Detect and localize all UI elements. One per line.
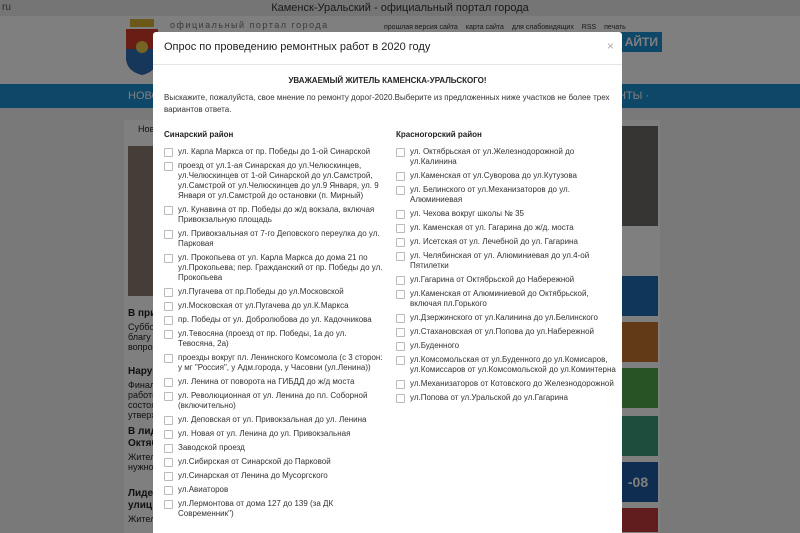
survey-option[interactable] bbox=[164, 161, 384, 201]
option-checkbox[interactable] bbox=[396, 186, 405, 195]
option-checkbox[interactable] bbox=[396, 328, 405, 337]
option-checkbox[interactable] bbox=[164, 416, 173, 425]
option-label[interactable]: ул.Дзержинского от ул.Калинина до ул.Белинского bbox=[410, 313, 598, 322]
survey-option[interactable] bbox=[396, 209, 616, 219]
survey-option[interactable] bbox=[396, 147, 616, 167]
survey-option[interactable] bbox=[164, 485, 384, 495]
survey-option[interactable] bbox=[164, 429, 384, 439]
option-label[interactable]: ул. Революционная от ул. Ленина до пл. Соборной (включительно) bbox=[178, 391, 368, 410]
option-checkbox[interactable] bbox=[396, 252, 405, 261]
option-checkbox[interactable] bbox=[396, 356, 405, 365]
survey-option[interactable] bbox=[396, 393, 616, 403]
option-checkbox[interactable] bbox=[396, 394, 405, 403]
modal-title: Опрос по проведению ремонтных работ в 2020 году bbox=[164, 41, 431, 53]
survey-option[interactable] bbox=[164, 329, 384, 349]
survey-option[interactable] bbox=[164, 471, 384, 481]
option-checkbox[interactable] bbox=[164, 230, 173, 239]
option-checkbox[interactable] bbox=[164, 430, 173, 439]
survey-option[interactable] bbox=[164, 315, 384, 325]
survey-option[interactable] bbox=[396, 171, 616, 181]
district-column-sinarsky bbox=[164, 130, 384, 523]
option-label[interactable]: ул. Ленина от поворота на ГИБДД до ж/д моста bbox=[178, 377, 355, 386]
option-label[interactable]: ул.Комсомольская от ул.Буденного до ул.Комисаров, ул.Комиссаров от ул.Комсомольской до ул.Коминтерна bbox=[410, 355, 616, 374]
survey-option[interactable] bbox=[396, 275, 616, 285]
option-checkbox[interactable] bbox=[164, 330, 173, 339]
option-checkbox[interactable] bbox=[396, 210, 405, 219]
survey-option[interactable] bbox=[396, 355, 616, 375]
option-checkbox[interactable] bbox=[164, 206, 173, 215]
survey-option[interactable] bbox=[164, 391, 384, 411]
option-checkbox[interactable] bbox=[164, 500, 173, 509]
option-label[interactable]: ул.Стахановская от ул.Попова до ул.Набережной bbox=[410, 327, 594, 336]
option-checkbox[interactable] bbox=[396, 342, 405, 351]
district-title: Красногорский район bbox=[396, 130, 482, 139]
option-label[interactable]: ул. Исетская от ул. Лечебной до ул. Гагарина bbox=[410, 237, 578, 246]
option-checkbox[interactable] bbox=[164, 472, 173, 481]
survey-option[interactable] bbox=[164, 457, 384, 467]
option-label[interactable]: ул. Кунавина от пр. Победы до ж/д вокзала, включая Привокзальную площадь bbox=[178, 205, 375, 224]
survey-option[interactable] bbox=[164, 443, 384, 453]
district-column-krasnogorsky bbox=[396, 130, 616, 407]
survey-option[interactable] bbox=[396, 313, 616, 323]
option-label[interactable]: ул.Механизаторов от Котовского до Железнодорожной bbox=[410, 379, 614, 388]
option-checkbox[interactable] bbox=[164, 302, 173, 311]
option-checkbox[interactable] bbox=[164, 288, 173, 297]
option-label[interactable]: ул.Тевосяна (проезд от пр. Победы, 1а до ул. Тевосяна, 2а) bbox=[178, 329, 347, 348]
survey-option[interactable] bbox=[164, 415, 384, 425]
survey-option[interactable] bbox=[164, 147, 384, 157]
option-label[interactable]: ул.Гагарина от Октябрьской до Набережной bbox=[410, 275, 575, 284]
option-checkbox[interactable] bbox=[396, 224, 405, 233]
option-label[interactable]: ул.Попова от ул.Уральской до ул.Гагарина bbox=[410, 393, 568, 402]
option-label[interactable]: Заводской проезд bbox=[178, 443, 245, 452]
survey-option[interactable] bbox=[164, 229, 384, 249]
option-label[interactable]: ул.Московская от ул.Пугачева до ул.К.Маркса bbox=[178, 301, 349, 310]
modal-header bbox=[153, 32, 622, 65]
option-checkbox[interactable] bbox=[164, 316, 173, 325]
option-label[interactable]: ул. Карла Маркса от пр. Победы до 1-ой Синарской bbox=[178, 147, 371, 156]
option-label[interactable]: ул. Каменская от ул. Гагарина до ж/д. моста bbox=[410, 223, 574, 232]
intro-text: Выскажите, пожалуйста, свое мнение по ремонту дорог-2020.Выберите из предложенных ниже участков не более трех вариантов ответа. bbox=[164, 93, 610, 114]
option-label[interactable]: ул.Синарская от Ленина до Мусоргского bbox=[178, 471, 328, 480]
option-label[interactable]: ул. Прокопьева от ул. Карла Маркса до дома 21 по ул.Прокопьева; пер. Гражданский от пр. Победы до ул. Прокопьева bbox=[178, 253, 383, 282]
option-label[interactable]: ул.Пугачева от пр.Победы до ул.Московской bbox=[178, 287, 344, 296]
option-label[interactable]: ул. Новая от ул. Ленина до ул. Привокзальная bbox=[178, 429, 351, 438]
option-label[interactable]: проезд от ул.1-ая Синарская до ул.Челюскинцев, ул.Челюскинцев от 1-ой Синарской до ул.Самстрой, ул.Самстрой от ул.Челюскинцев до ул.9 Января, ул. 9 Января от ул.Самстрой до остановки (п. Мирный) bbox=[178, 161, 379, 200]
option-checkbox[interactable] bbox=[164, 378, 173, 387]
district-title: Синарский район bbox=[164, 130, 234, 139]
survey-option[interactable] bbox=[396, 251, 616, 271]
survey-option[interactable] bbox=[164, 205, 384, 225]
survey-option[interactable] bbox=[396, 379, 616, 389]
option-checkbox[interactable] bbox=[164, 392, 173, 401]
option-label[interactable]: ул. Белинского от ул.Механизаторов до ул. Алюминиевая bbox=[410, 185, 570, 204]
option-checkbox[interactable] bbox=[396, 172, 405, 181]
option-checkbox[interactable] bbox=[164, 162, 173, 171]
survey-option[interactable] bbox=[164, 499, 384, 519]
option-label[interactable]: ул. Привокзальная от 7-го Деповского переулка до ул. Парковая bbox=[178, 229, 380, 248]
option-label[interactable]: ул. Чехова вокруг школы № 35 bbox=[410, 209, 524, 218]
option-label[interactable]: ул. Октябрьская от ул.Железнодорожной до ул.Калинина bbox=[410, 147, 575, 166]
survey-option[interactable] bbox=[396, 327, 616, 337]
option-label[interactable]: ул.Каменская от Алюминиевой до Октябрьской, включая пл.Горького bbox=[410, 289, 589, 308]
option-label[interactable]: проезды вокруг пл. Ленинского Комсомола (с 3 сторон: у мг "Россия", у Адм.города, у Часовни (ул.Ленина)) bbox=[178, 353, 383, 372]
option-label[interactable]: ул. Челябинская от ул. Алюминиевая до ул.4-ой Пятилетки bbox=[410, 251, 590, 270]
option-checkbox[interactable] bbox=[164, 458, 173, 467]
option-checkbox[interactable] bbox=[164, 444, 173, 453]
option-label[interactable]: ул. Деповская от ул. Привокзальная до ул. Ленина bbox=[178, 415, 367, 424]
survey-option[interactable] bbox=[396, 185, 616, 205]
survey-option[interactable] bbox=[164, 353, 384, 373]
option-label[interactable]: ул.Буденного bbox=[410, 341, 460, 350]
survey-modal bbox=[153, 32, 622, 533]
option-checkbox[interactable] bbox=[164, 254, 173, 263]
option-checkbox[interactable] bbox=[396, 238, 405, 247]
survey-option[interactable] bbox=[164, 287, 384, 297]
option-checkbox[interactable] bbox=[396, 380, 405, 389]
option-label[interactable]: ул.Каменская от ул.Суворова до ул.Кутузова bbox=[410, 171, 577, 180]
option-checkbox[interactable] bbox=[396, 148, 405, 157]
survey-option[interactable] bbox=[164, 301, 384, 311]
option-checkbox[interactable] bbox=[396, 276, 405, 285]
option-checkbox[interactable] bbox=[396, 290, 405, 299]
option-checkbox[interactable] bbox=[164, 148, 173, 157]
survey-option[interactable] bbox=[164, 377, 384, 387]
survey-option[interactable] bbox=[396, 223, 616, 233]
greeting-heading: УВАЖАЕМЫЙ ЖИТЕЛЬ КАМЕНСКА-УРАЛЬСКОГО! bbox=[288, 76, 487, 85]
option-label[interactable]: пр. Победы от ул. Добролюбова до ул. Кадочникова bbox=[178, 315, 372, 324]
option-checkbox[interactable] bbox=[396, 314, 405, 323]
option-label[interactable]: ул.Авиаторов bbox=[178, 485, 229, 494]
survey-option[interactable] bbox=[396, 237, 616, 247]
survey-option[interactable] bbox=[164, 253, 384, 283]
close-icon[interactable]: × bbox=[606, 39, 614, 53]
option-label[interactable]: ул.Сибирская от Синарской до Парковой bbox=[178, 457, 331, 466]
option-checkbox[interactable] bbox=[164, 486, 173, 495]
option-checkbox[interactable] bbox=[164, 354, 173, 363]
survey-option[interactable] bbox=[396, 341, 616, 351]
survey-option[interactable] bbox=[396, 289, 616, 309]
option-label[interactable]: ул.Лермонтова от дома 127 до 139 (за ДК Современник") bbox=[178, 499, 334, 518]
